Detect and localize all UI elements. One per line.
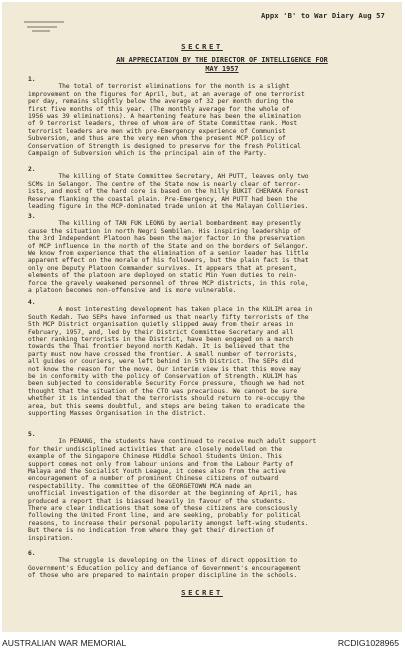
document-reference: Appx 'B' to War Diary Aug 57 — [261, 11, 385, 20]
security-classification-top: SECRET — [181, 42, 223, 51]
file-stamp-mark — [24, 20, 66, 32]
paragraph-number: 2. — [28, 166, 36, 173]
paragraph-number: 5. — [28, 431, 36, 438]
paragraph-text: The struggle is developing on the lines of direct opposition to Government's Education policy and defiance of Government's encouragement of those who are prepared to maintain proper discipline in the schools. — [28, 557, 301, 580]
paragraph-number: 6. — [28, 550, 36, 557]
paragraph — [28, 550, 368, 580]
archive-reference: RCDIG1028965 — [337, 638, 399, 648]
document-page — [2, 2, 402, 632]
paragraph — [28, 213, 368, 294]
title-line-2: MAY 1957 — [205, 65, 239, 73]
archive-source: AUSTRALIAN WAR MEMORIAL — [2, 638, 127, 648]
archive-footer — [0, 634, 405, 654]
paragraph-number: 4. — [28, 299, 36, 306]
paragraph-number: 1. — [28, 76, 36, 83]
paragraph-text: In PENANG, the students have continued to receive much adult support for their undisciplined activities that are closely modelled on the example of the Singapore Chinese Middle School Students Union. This support comes not only from labour unions and from the Labour Party of Malaya and the Socialist Youth League, it comes also from the active encouragement of a number of prominent Chinese citizens of outward respectability. The committee of the GEORGETOWN MCA made an unofficial investigation of the disorder at the beginning of April, has produced a report that is biassed heavily in favour of the students. There are clear indications that some of these citizens are consciously following the United Front line, and are seeking, probably for political reasons, to increase their personal popularity amongst left-wing students. But there is no indication from where they get their direction of inspiration. — [28, 438, 317, 542]
paragraph-text: The total of terrorist eliminations for the month is a slight improvement on the figures for April, but, at an average of one terrorist per day, remains slightly below the average of 32 per month during the first five months of this year. (The monthly average for the whole of 1956 was 39 eliminations). A heartening feature has been the elimination of 9 terrorist leaders, three of whom are of State Committee rank. Most terrorist leaders are men with pre-Emergency experience of Communist Subversion, and thus are the very men whom the present MCP policy of Conservation of Strength is designed to preserve for the fresh Political Campaign of Subversion which is the principal aim of the Party. — [28, 83, 305, 158]
paragraph-number: 3. — [28, 213, 36, 220]
paragraph-text: A most interesting development has taken place in the KULIM area in South Kedah. Two SEPs have informed us that nearly fifty terrorists of the 5th MCP District organisation quietly slipped away from their areas in February, 1957, and, led by their District Committee Secretary and all other ranking terrorists in the District, have been engaged on a march towards the Thai frontier beyond north Kedah. It is believed that the party must now have crossed the frontier. A small number of terrorists, all guides or couriers, were left behind in 5th District. The SEPs did not know the reason for the move. Our interim view is that this move may be in conformity with the policy of Conservation of Strength. KULIM has been subjected to considerable Security Force pressure, though we had not thought that the situation of the CTO was precarious. We cannot be sure whether it is intended that the terrorists should return to re-occupy the area, but this seems doubtful, and steps are being taken to eradicate the supporting Masses Organisation in the district. — [28, 306, 313, 418]
paragraph — [28, 299, 368, 418]
security-classification-bottom: SECRET — [181, 588, 223, 597]
paragraph-text: The killing of State Committee Secretary, AH PUTT, leaves only two SCMs in Selangor. The centre of the State now is nearly clear of terror- ists, and most of the hard core is based on the hilly BUKIT CHERAKA Forest Reserve flanking the coastal plain. Pre-Emergency, AH PUTT had been the leading figure in the MCP-dominated trade union at the Malayan Collieries. — [28, 173, 309, 211]
paragraph — [28, 166, 368, 210]
paragraph — [28, 431, 368, 542]
document-title — [42, 56, 402, 74]
paragraph-text: The killing of TAN FUK LEONG by aerial bombardment may presently cause the situation in north Negri Sembilan. His inspiring leadership of the 3rd Independent Platoon has been the major factor in the preservation of MCP influence in the north of the State and on the borders of Selangor. We know from experience that the elimination of a senior leader has little apparent effect on the morale of his followers, but the plain fact is that only one Deputy Platoon Commander survives. It appears that at present, elements of the platoon are deployed on static Min Yuen duties to rein- force the gravely weakened personnel of three MCP districts, in this role, a platoon becomes non-offensive and is more vulnerable. — [28, 220, 309, 295]
paragraph — [28, 76, 368, 157]
title-line-1: AN APPRECIATION BY THE DIRECTOR OF INTELLIGENCE FOR — [116, 56, 328, 64]
